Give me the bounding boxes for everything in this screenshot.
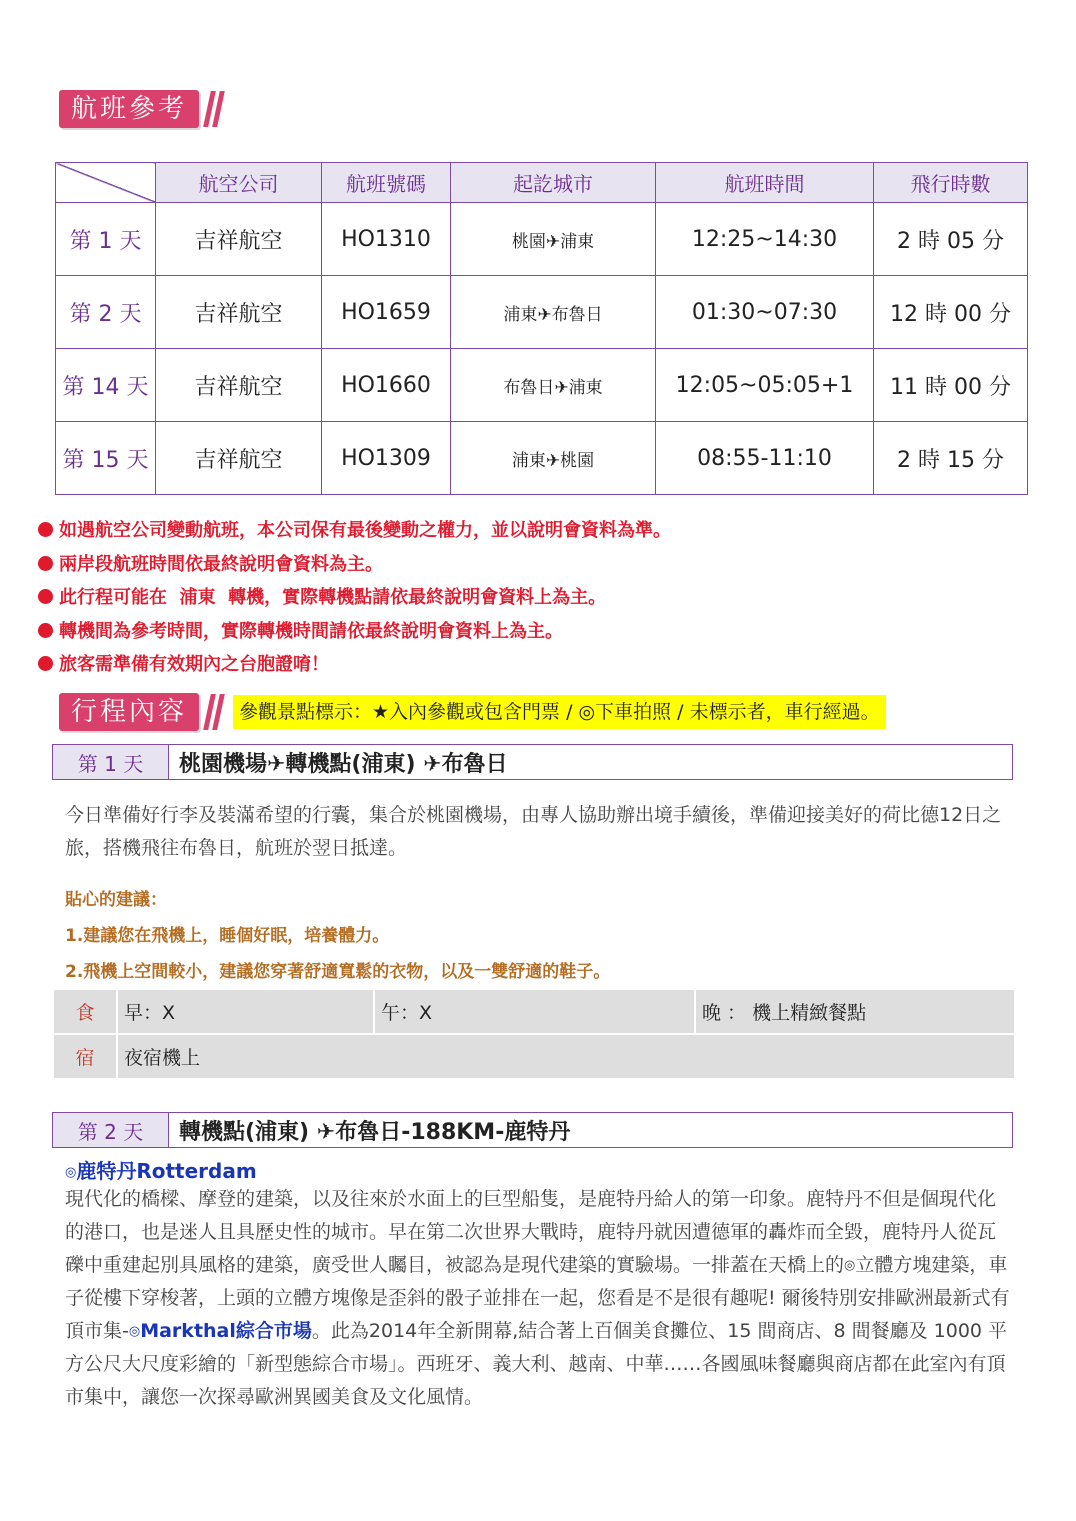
day1-header [52, 744, 1013, 780]
flight-notes [38, 514, 671, 682]
attraction-legend: 參觀景點標示：★入內參觀或包含門票 / ◎下車拍照 / 未標示者，車行經過。 [233, 695, 886, 729]
bullet-dot-icon [38, 556, 53, 571]
header-flight-time: 航班時間 [656, 163, 874, 203]
day1-title: 桃園機場✈轉機點(浦東) ✈布魯日 [179, 751, 508, 777]
tip-item: 1.建議您在飛機上，睡個好眠，培養體力。 [65, 926, 390, 946]
row-duration: 2 時 05 分 [874, 203, 1028, 276]
row-duration: 12 時 00 分 [874, 276, 1028, 349]
row-time: 08:55-11:10 [656, 422, 874, 495]
lunch: 午：X [374, 989, 695, 1034]
flight-table [55, 162, 1028, 495]
markthal-link: Markthal綜合市場 [140, 1320, 312, 1342]
tag-slash-decoration [207, 91, 221, 127]
row-day: 第 14 天 [56, 349, 156, 422]
row-route: 浦東✈布魯日 [451, 276, 656, 349]
tips-title: 貼心的建議： [65, 890, 167, 910]
flights-section-tag [59, 90, 221, 128]
breakfast: 早：X [117, 989, 374, 1034]
tip-item: 2.飛機上空間較小，建議您穿著舒適寬鬆的衣物，以及一雙舒適的鞋子。 [65, 962, 611, 982]
stay-row [53, 1034, 1015, 1079]
row-flight: HO1660 [322, 349, 451, 422]
flight-table-header-row [56, 163, 1028, 203]
row-airline: 吉祥航空 [156, 203, 322, 276]
bullet-dot-icon [38, 589, 53, 604]
row-day: 第 15 天 [56, 422, 156, 495]
header-flight-number: 航班號碼 [322, 163, 451, 203]
header-duration: 飛行時數 [874, 163, 1028, 203]
day2-description [65, 1183, 1013, 1414]
table-row [56, 422, 1028, 495]
row-route: 布魯日✈浦東 [451, 349, 656, 422]
day2-text-b: 立體方塊建築，車子從樓下穿梭著，上頭的立體方塊像是歪斜的骰子並排在一起，您看是不是很有趣呢! 爾後特別安排歐洲最新式有頂市集- [65, 1254, 1010, 1342]
stay-value: 夜宿機上 [117, 1034, 1015, 1079]
flights-section-label: 航班參考 [59, 90, 199, 128]
photo-stop-icon: ◎ [128, 1324, 141, 1339]
bullet-dot-icon [38, 623, 53, 638]
tag-slash-decoration [207, 694, 221, 730]
header-airline: 航空公司 [156, 163, 322, 203]
row-day: 第 1 天 [56, 203, 156, 276]
row-flight: HO1659 [322, 276, 451, 349]
row-day: 第 2 天 [56, 276, 156, 349]
diagonal-header-cell [56, 163, 156, 203]
stay-label: 宿 [53, 1034, 117, 1079]
day1-description: 今日準備好行李及裝滿希望的行囊，集合於桃園機場，由專人協助辦出境手續後，準備迎接美好的荷比德12日之旅，搭機飛往布魯日，航班於翌日抵達。 [65, 804, 1002, 859]
table-row [56, 349, 1028, 422]
day1-meals-table [52, 988, 1016, 1080]
bullet-dot-icon [38, 522, 53, 537]
row-airline: 吉祥航空 [156, 276, 322, 349]
row-time: 12:25~14:30 [656, 203, 874, 276]
day2-text-c: 。此為2014年全新開幕,結合著上百個美食攤位、15 間商店、8 間餐廳及 1000 平方公尺大尺度彩繪的「新型態綜合市場」。西班牙、義大利、越南、中華……各國風味餐廳與商店都在此室內有頂市集中，讓您一次探尋歐洲異國美食及文化風情。 [65, 1320, 1008, 1408]
day2-label: 第 2 天 [53, 1113, 169, 1147]
table-row [56, 203, 1028, 276]
row-airline: 吉祥航空 [156, 349, 322, 422]
note-item: 旅客需準備有效期內之台胞證唷！ [38, 648, 671, 682]
note-item: 如遇航空公司變動航班，本公司保有最後變動之權力，並以說明會資料為準。 [38, 514, 671, 548]
day1-tips [65, 882, 610, 990]
header-route: 起訖城市 [451, 163, 656, 203]
itinerary-section-label: 行程內容 [59, 693, 199, 731]
row-time: 01:30~07:30 [656, 276, 874, 349]
itinerary-section-tag [59, 693, 221, 731]
photo-stop-icon: ◎ [844, 1258, 856, 1273]
day2-text-a: 現代化的橋樑、摩登的建築，以及往來於水面上的巨型船隻，是鹿特丹給人的第一印象。鹿特丹不但是個現代化的港口，也是迷人且具歷史性的城市。早在第二次世界大戰時，鹿特丹就因遭德軍的轟炸而全毀，鹿特丹人從瓦礫中重建起別具風格的建築，廣受世人矚目，被認為是現代建築的實驗場。一排蓋在天橋上的 [65, 1188, 997, 1276]
row-flight: HO1310 [322, 203, 451, 276]
note-item: 轉機間為參考時間，實際轉機時間請依最終說明會資料上為主。 [38, 615, 671, 649]
note-item: 兩岸段航班時間依最終說明會資料為主。 [38, 548, 671, 582]
note-item: 此行程可能在 浦東 轉機，實際轉機點請依最終說明會資料上為主。 [38, 581, 671, 615]
meals-row [53, 989, 1015, 1034]
row-flight: HO1309 [322, 422, 451, 495]
day2-title: 轉機點(浦東) ✈布魯日-188KM-鹿特丹 [179, 1119, 571, 1145]
rotterdam-spot-title [65, 1155, 257, 1184]
row-duration: 2 時 15 分 [874, 422, 1028, 495]
bullet-dot-icon [38, 656, 53, 671]
table-row [56, 276, 1028, 349]
row-airline: 吉祥航空 [156, 422, 322, 495]
spot-name: 鹿特丹Rotterdam [76, 1159, 257, 1183]
row-route: 桃園✈浦東 [451, 203, 656, 276]
meals-label: 食 [53, 989, 117, 1034]
dinner: 晚 ： 機上精緻餐點 [695, 989, 1015, 1034]
row-route: 浦東✈桃園 [451, 422, 656, 495]
row-time: 12:05~05:05+1 [656, 349, 874, 422]
day1-label: 第 1 天 [53, 745, 169, 779]
day2-header [52, 1112, 1013, 1148]
photo-stop-icon: ◎ [65, 1165, 77, 1180]
row-duration: 11 時 00 分 [874, 349, 1028, 422]
